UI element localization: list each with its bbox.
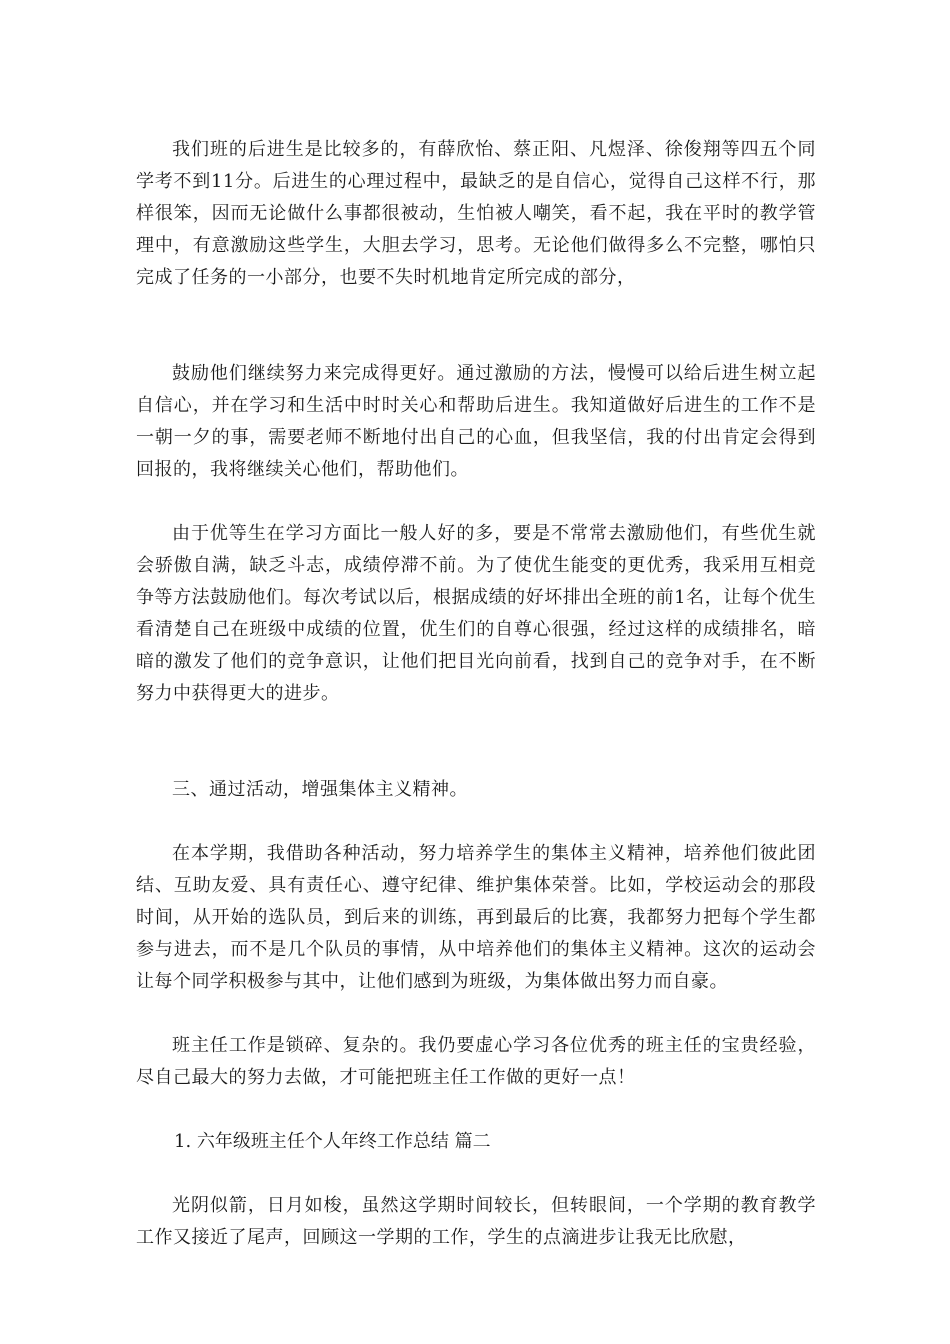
paragraph-semester-review [136,1190,816,1254]
paragraph-text: 在本学期，我借助各种活动，努力培养学生的集体主义精神，培养他们彼此团结、互助友爱、具有责任心、遵守纪律、维护集体荣誉。比如，学校运动会的那段时间，从开始的选队员，到后来的训练，再到最后的比赛，我都努力把每个学生都参与进去，而不是几个队员的事情，从中培养他们的集体主义精神。这次的运动会让每个同学积极参与其中，让他们感到为班级，为集体做出努力而自豪。 [136,843,816,992]
paragraph-text: 我们班的后进生是比较多的，有薛欣怡、蔡正阳、凡煜泽、徐俊翔等四五个同学考不到11分。后进生的心理过程中，最缺乏的是自信心，觉得自己这样不行，那样很笨，因而无论做什么事都很被动，生怕被人嘲笑，看不起，我在平时的教学管理中，有意激励这些学生，大胆去学习，思考。无论他们做得多么不完整，哪怕只完成了任务的一小部分，也要不失时机地肯定所完成的部分， [136,139,816,288]
paragraph-text: 光阴似箭，日月如梭，虽然这学期时间较长，但转眼间，一个学期的教育教学工作又接近了尾声，回顾这一学期的工作，学生的点滴进步让我无比欣慰， [136,1195,816,1248]
paragraph-text: 班主任工作是锁碎、复杂的。我仍要虚心学习各位优秀的班主任的宝贵经验，尽自己最大的努力去做，才可能把班主任工作做的更好一点！ [136,1035,816,1088]
paragraph-top-students [136,518,816,710]
paragraph-text: 鼓励他们继续努力来完成得更好。通过激励的方法，慢慢可以给后进生树立起自信心，并在学习和生活中时时关心和帮助后进生。我知道做好后进生的工作不是一朝一夕的事，需要老师不断地付出自己的心血，但我坚信，我的付出肯定会得到回报的，我将继续关心他们，帮助他们。 [136,363,816,480]
list-heading-part-two: 1. 六年级班主任个人年终工作总结 篇二 [174,1131,491,1152]
paragraph-activities [136,838,816,998]
section-heading: 三、通过活动，增强集体主义精神。 [172,779,468,800]
paragraph-encouragement [136,358,816,486]
paragraph-conclusion [136,1030,816,1094]
section-heading-collectivism [136,774,816,806]
paragraph-underachievers [136,134,816,294]
paragraph-text: 由于优等生在学习方面比一般人好的多，要是不常常去激励他们，有些优生就会骄傲自满，缺乏斗志，成绩停滞不前。为了使优生能变的更优秀，我采用互相竞争等方法鼓励他们。每次考试以后，根据成绩的好坏排出全班的前1名，让每个优生看清楚自己在班级中成绩的位置，优生们的自尊心很强，经过这样的成绩排名，暗暗的激发了他们的竞争意识，让他们把目光向前看，找到自己的竞争对手，在不断努力中获得更大的进步。 [136,523,816,704]
